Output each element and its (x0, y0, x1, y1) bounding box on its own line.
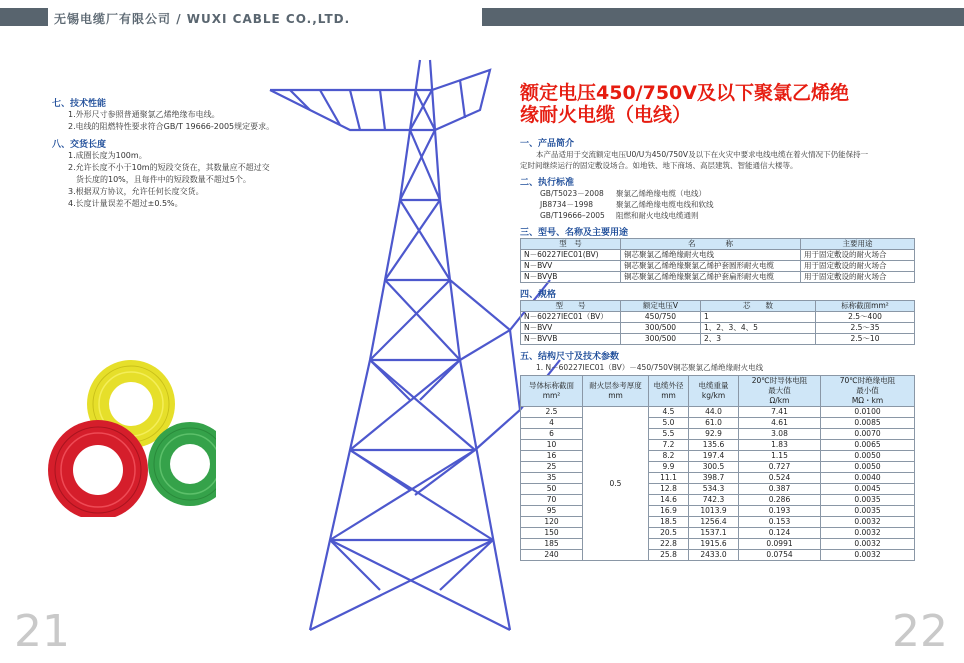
table-row (521, 407, 915, 418)
table-row (521, 528, 915, 539)
table-cell: 用于固定敷设的耐火场合 (801, 261, 915, 272)
table-cell: 0.193 (739, 506, 821, 517)
header-bar-right (482, 8, 964, 26)
table-cell: 0.0045 (821, 484, 915, 495)
table-cell: 2.5～35 (816, 323, 915, 334)
standard-name: 聚氯乙烯绝缘电缆电线和软线 (616, 200, 714, 209)
spec-table-body (521, 312, 915, 345)
table-row (521, 272, 915, 283)
header-unit: mm² (542, 391, 561, 400)
company-name-cn: 无锡电缆厂有限公司 (54, 12, 172, 26)
table-cell: 铜芯聚氯乙烯绝缘聚氯乙烯护套扁形耐火电缆 (621, 272, 801, 283)
header-text: 导体标称截面 (529, 381, 574, 390)
table-cell: 742.3 (689, 495, 739, 506)
table-cell: 450/750 (621, 312, 701, 323)
table-row (521, 250, 915, 261)
table-cell: 1.15 (739, 451, 821, 462)
col-resistance (739, 376, 821, 407)
table-cell: 398.7 (689, 473, 739, 484)
table-cell: 0.153 (739, 517, 821, 528)
header-unit: Ω/km (769, 396, 790, 405)
table-cell: 0.0991 (739, 539, 821, 550)
header-text: 最大值 (768, 386, 791, 395)
table-cell: 2.5～400 (816, 312, 915, 323)
table-cell: N－60227IEC01(BV) (521, 250, 621, 261)
table-cell: 2.5 (521, 407, 583, 418)
table-row (521, 418, 915, 429)
table-row (521, 495, 915, 506)
table-cell: 0.0050 (821, 451, 915, 462)
table-cell: 0.0754 (739, 550, 821, 561)
right-content (520, 136, 915, 561)
table-cell: 300.5 (689, 462, 739, 473)
col-diameter (649, 376, 689, 407)
table-cell: 5.0 (649, 418, 689, 429)
table-row (521, 323, 915, 334)
header-unit: mm (608, 391, 623, 400)
table-cell: 16.9 (649, 506, 689, 517)
table-cell: 0.0035 (821, 495, 915, 506)
header-unit: kg/km (701, 391, 726, 400)
company-brand (54, 10, 350, 27)
sec8-line-5: 4.长度计量误差不超过±0.5%。 (68, 199, 183, 208)
fire-layer-thickness: 0.5 (583, 407, 649, 561)
table-row (521, 429, 915, 440)
table-cell: 8.2 (649, 451, 689, 462)
table-cell: 0.0035 (821, 506, 915, 517)
table-cell: 0.0100 (821, 407, 915, 418)
header-bar (0, 8, 48, 26)
table-cell: N－BVV (521, 323, 621, 334)
param-table-body (521, 407, 915, 561)
table-row (521, 261, 915, 272)
table-cell: 铜芯聚氯乙烯绝缘耐火电线 (621, 250, 801, 261)
standard-code: GB/T19666–2005 (540, 211, 605, 220)
table-cell: 25.8 (649, 550, 689, 561)
section-7-title: 七、技术性能 (52, 99, 107, 109)
table-cell: 25 (521, 462, 583, 473)
table-cell: 1915.6 (689, 539, 739, 550)
table-cell: 1537.1 (689, 528, 739, 539)
table-header-row (521, 376, 915, 407)
table-row (521, 550, 915, 561)
table-row (521, 462, 915, 473)
table-cell: 0.0040 (821, 473, 915, 484)
company-name-en: WUXI CABLE CO.,LTD. (186, 12, 351, 26)
section-2-title: 二、执行标准 (520, 178, 575, 188)
table-cell: 95 (521, 506, 583, 517)
table-cell: 0.124 (739, 528, 821, 539)
table-row (521, 440, 915, 451)
table-cell: 1.83 (739, 440, 821, 451)
table-cell: 1、2、3、4、5 (701, 323, 816, 334)
table-cell: N－BVVB (521, 272, 621, 283)
sec7-line-2: 2.电线的阻燃特性要求符合GB/T 19666-2005规定要求。 (68, 122, 275, 131)
model-table-body (521, 250, 915, 283)
table-row (521, 312, 915, 323)
table-cell: 300/500 (621, 323, 701, 334)
table-cell: 9.9 (649, 462, 689, 473)
standard-row (520, 210, 915, 221)
cable-coils-photo (6, 352, 216, 517)
col-voltage: 额定电压V (621, 301, 701, 312)
table-row (521, 473, 915, 484)
col-model: 型 号 (521, 239, 621, 250)
header-text: 耐火层参考厚度 (589, 381, 642, 390)
col-model: 型 号 (521, 301, 621, 312)
sec8-line-4: 3.根据双方协议，允许任何长度交货。 (68, 187, 204, 196)
table-cell: 10 (521, 440, 583, 451)
param-table (520, 375, 915, 561)
section-5-title: 五、结构尺寸及技术参数 (520, 352, 620, 362)
table-cell: N－BVVB (521, 334, 621, 345)
col-name: 名 称 (621, 239, 801, 250)
table-cell: 0.0085 (821, 418, 915, 429)
col-conductor-section (521, 376, 583, 407)
section-4-title: 四、规格 (520, 290, 557, 300)
table-cell: 2.5～10 (816, 334, 915, 345)
table-cell: 用于固定敷设的耐火场合 (801, 272, 915, 283)
table-cell: 1013.9 (689, 506, 739, 517)
table-row (521, 334, 915, 345)
table-cell: 4.61 (739, 418, 821, 429)
section-1-title: 一、产品简介 (520, 139, 575, 149)
header-unit: mm (661, 391, 676, 400)
standard-name: 聚氯乙烯绝缘电缆（电线） (616, 189, 706, 198)
section-3-title: 三、型号、名称及主要用途 (520, 228, 629, 238)
table-cell: 240 (521, 550, 583, 561)
table-cell: 6 (521, 429, 583, 440)
intro-text-1: 本产品适用于交流额定电压U0/U为450/750V及以下在火灾中要求电线电缆在着火情况下仍能保持一 (536, 150, 869, 159)
table-cell: 0.524 (739, 473, 821, 484)
red-cable-coil (48, 420, 148, 517)
col-cores: 芯 数 (701, 301, 816, 312)
sec8-line-1: 1.成圈长度为100m。 (68, 151, 147, 160)
table-cell: 铜芯聚氯乙烯绝缘聚氯乙烯护套圆形耐火电缆 (621, 261, 801, 272)
table-cell: 16 (521, 451, 583, 462)
right-page (482, 0, 964, 663)
table-cell: 1256.4 (689, 517, 739, 528)
table-cell: 534.3 (689, 484, 739, 495)
title-line-1: 额定电压450/750V及以下聚氯乙烯绝 (520, 82, 849, 104)
table-cell: 5.5 (649, 429, 689, 440)
section-8-title: 八、交货长度 (52, 140, 107, 150)
table-cell: 150 (521, 528, 583, 539)
header-text: 电缆重量 (698, 381, 729, 390)
header-text: 70℃时绝缘电阻 (839, 376, 896, 385)
table-cell: 44.0 (689, 407, 739, 418)
table-cell: 0.0032 (821, 528, 915, 539)
table-cell: 11.1 (649, 473, 689, 484)
table-cell: 22.8 (649, 539, 689, 550)
table-cell: 7.2 (649, 440, 689, 451)
header-text: 电缆外径 (653, 381, 684, 390)
table-cell: 197.4 (689, 451, 739, 462)
table-cell: 18.5 (649, 517, 689, 528)
table-cell: 3.08 (739, 429, 821, 440)
table-cell: 0.0032 (821, 517, 915, 528)
table-cell: 0.727 (739, 462, 821, 473)
table-cell: 2433.0 (689, 550, 739, 561)
sec8-line-2: 2.允许长度不小于10m的短段交货在，其数量应不超过交 (68, 163, 270, 172)
table-cell: 0.0032 (821, 550, 915, 561)
model-table (520, 238, 915, 283)
table-cell: 用于固定敷设的耐火场合 (801, 250, 915, 261)
title-line-2: 缘耐火电缆（电线） (520, 104, 692, 126)
page-number-left: 21 (14, 606, 70, 657)
table-cell: 0.0070 (821, 429, 915, 440)
table-cell: 12.8 (649, 484, 689, 495)
table-cell: 0.0065 (821, 440, 915, 451)
table-cell: 1 (701, 312, 816, 323)
page-title (520, 82, 940, 126)
table-cell: 300/500 (621, 334, 701, 345)
table-cell: 0.0050 (821, 462, 915, 473)
col-insulation (821, 376, 915, 407)
table-header-row (521, 239, 915, 250)
sec8-line-3: 货长度的10%，且每件中的短段数量不超过5个。 (76, 175, 251, 184)
standard-row (520, 188, 915, 199)
header-text: 20℃时导体电阻 (751, 376, 808, 385)
table-cell: N－BVV (521, 261, 621, 272)
standard-row (520, 199, 915, 210)
col-usage: 主要用途 (801, 239, 915, 250)
table-cell: 20.5 (649, 528, 689, 539)
table-cell: 35 (521, 473, 583, 484)
table-cell: 0.286 (739, 495, 821, 506)
table-cell: N－60227IEC01（BV） (521, 312, 621, 323)
table-cell: 14.6 (649, 495, 689, 506)
table-cell: 120 (521, 517, 583, 528)
param-subtitle: 1. N－60227IEC01（BV）－450/750V铜芯聚氯乙烯绝缘耐火电线 (536, 363, 764, 372)
col-fire-layer (583, 376, 649, 407)
table-cell: 0.0032 (821, 539, 915, 550)
table-header-row (521, 301, 915, 312)
header-unit: MΩ・km (851, 396, 884, 405)
header-text: 最小值 (856, 386, 879, 395)
spec-table (520, 300, 915, 345)
table-cell: 4.5 (649, 407, 689, 418)
table-cell: 135.6 (689, 440, 739, 451)
table-cell: 70 (521, 495, 583, 506)
table-row (521, 506, 915, 517)
table-cell: 92.9 (689, 429, 739, 440)
col-weight (689, 376, 739, 407)
table-cell: 61.0 (689, 418, 739, 429)
table-cell: 4 (521, 418, 583, 429)
intro-text-2: 定时间继续运行的固定敷设场合。如地铁、地下商场、高层建筑、智能通信大楼等。 (520, 161, 798, 170)
standard-code: JB8734－1998 (540, 200, 594, 209)
col-section: 标称截面mm² (816, 301, 915, 312)
brand-separator: / (176, 12, 182, 26)
page-number-right: 22 (892, 606, 948, 657)
table-row (521, 517, 915, 528)
sec7-line-1: 1.外形尺寸参照普通聚氯乙烯绝缘布电线。 (68, 110, 220, 119)
table-cell: 2、3 (701, 334, 816, 345)
standard-name: 阻燃和耐火电线电缆通则 (616, 211, 699, 220)
table-cell: 185 (521, 539, 583, 550)
table-row (521, 539, 915, 550)
table-row (521, 484, 915, 495)
table-row (521, 451, 915, 462)
standard-code: GB/T5023－2008 (540, 189, 604, 198)
table-cell: 0.387 (739, 484, 821, 495)
table-cell: 50 (521, 484, 583, 495)
table-cell: 7.41 (739, 407, 821, 418)
